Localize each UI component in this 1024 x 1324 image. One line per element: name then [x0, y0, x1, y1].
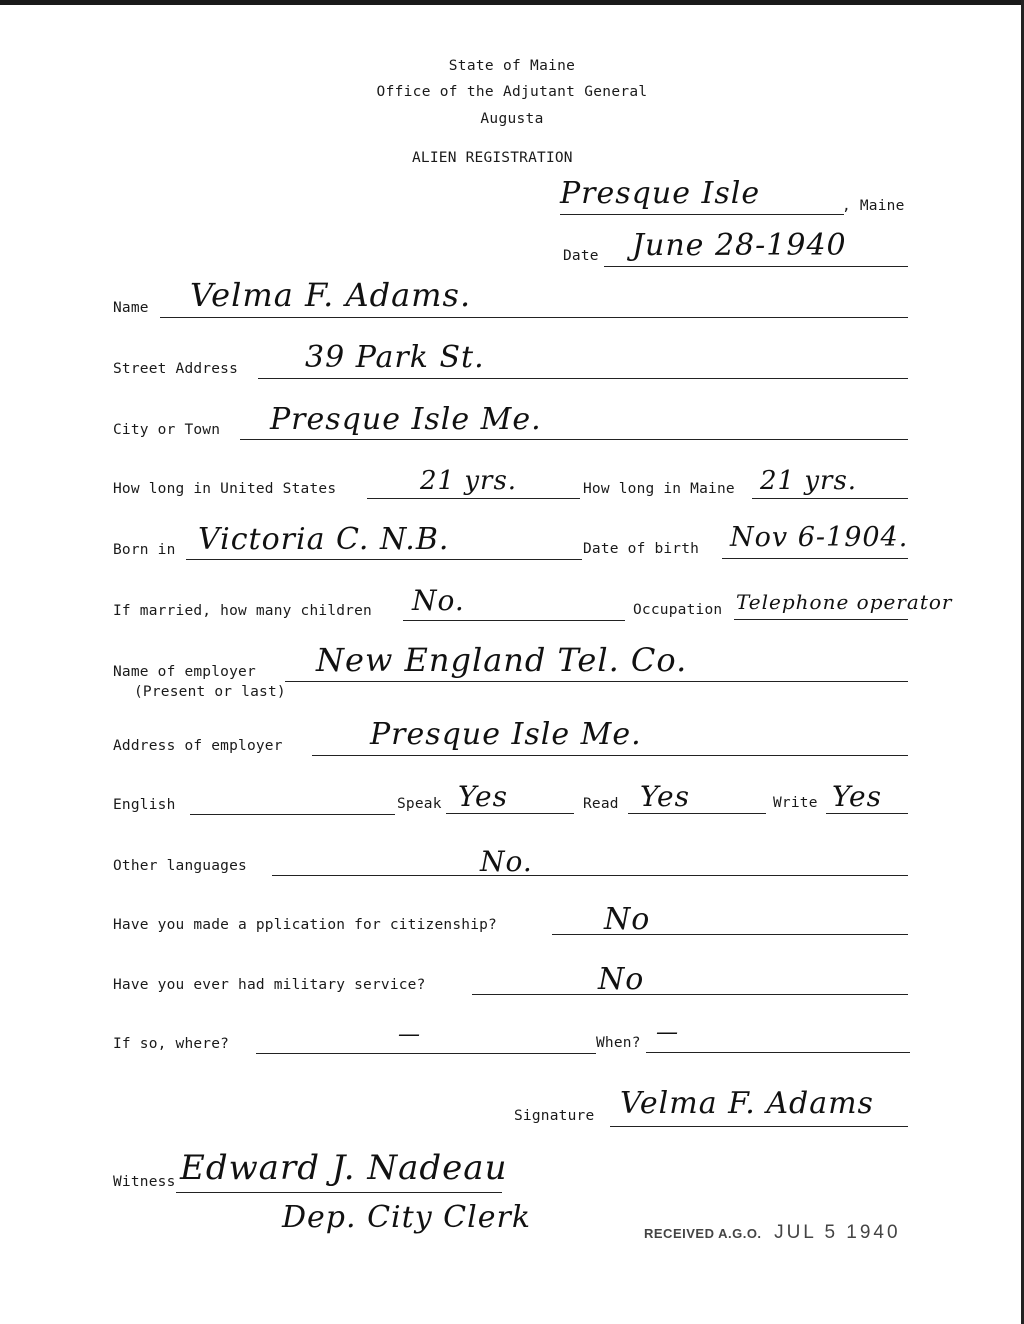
- how-long-maine-label: How long in Maine: [583, 481, 735, 497]
- place-suffix: , Maine: [842, 198, 905, 214]
- place-underline: [560, 214, 844, 215]
- speak-underline: [446, 813, 574, 814]
- where-label: If so, where?: [113, 1036, 230, 1052]
- other-languages-underline: [272, 875, 908, 876]
- english-underline: [190, 814, 395, 815]
- street-address-underline: [258, 378, 908, 379]
- write-label: Write: [773, 795, 818, 811]
- signature-underline: [610, 1126, 908, 1127]
- citizenship-underline: [552, 934, 908, 935]
- place-value: Presque Isle: [560, 176, 761, 211]
- speak-value: Yes: [458, 780, 508, 813]
- other-languages-value: No.: [480, 845, 533, 878]
- when-label: When?: [596, 1035, 641, 1051]
- received-stamp-date: JUL 5 1940: [774, 1222, 901, 1243]
- witness-label: Witness: [113, 1174, 176, 1190]
- english-label: English: [113, 797, 176, 813]
- how-long-us-label: How long in United States: [113, 481, 337, 497]
- city-label: City or Town: [113, 422, 221, 438]
- date-of-birth-label: Date of birth: [583, 541, 700, 557]
- form-title: ALIEN REGISTRATION: [412, 150, 573, 166]
- other-languages-label: Other languages: [113, 858, 247, 874]
- received-stamp-text: RECEIVED A.G.O.: [644, 1226, 762, 1241]
- how-long-us-value: 21 yrs.: [420, 466, 518, 496]
- signature-label: Signature: [514, 1108, 595, 1124]
- employer-address-label: Address of employer: [113, 738, 283, 754]
- name-underline: [160, 317, 908, 318]
- date-underline: [604, 266, 908, 267]
- witness-underline: [176, 1192, 502, 1193]
- where-value: —: [398, 1022, 421, 1047]
- occupation-underline: [734, 619, 908, 620]
- employer-underline: [285, 681, 908, 682]
- read-underline: [628, 813, 766, 814]
- write-value: Yes: [832, 780, 882, 813]
- where-underline: [256, 1053, 596, 1054]
- employer-address-value: Presque Isle Me.: [370, 717, 642, 752]
- witness-title: Dep. City Clerk: [282, 1200, 531, 1235]
- children-underline: [403, 620, 625, 621]
- speak-label: Speak: [397, 796, 442, 812]
- scan-edge-top: [0, 0, 1024, 5]
- date-value: June 28-1940: [632, 228, 847, 263]
- military-underline: [472, 994, 908, 995]
- born-in-label: Born in: [113, 542, 176, 558]
- read-label: Read: [583, 796, 619, 812]
- header-state: State of Maine: [448, 58, 576, 74]
- when-value: —: [656, 1020, 679, 1045]
- date-label: Date: [563, 248, 599, 264]
- military-value: No: [598, 962, 645, 997]
- citizenship-label: Have you made a pplication for citizenship?: [113, 917, 497, 933]
- street-address-label: Street Address: [113, 361, 239, 377]
- when-underline: [646, 1052, 910, 1053]
- occupation-label: Occupation: [633, 602, 723, 618]
- read-value: Yes: [640, 780, 690, 813]
- date-of-birth-value: Nov 6-1904.: [730, 522, 909, 553]
- header-office: Office of the Adjutant General: [376, 84, 648, 100]
- military-label: Have you ever had military service?: [113, 977, 426, 993]
- signature-value: Velma F. Adams: [620, 1086, 874, 1121]
- how-long-maine-value: 21 yrs.: [760, 466, 858, 496]
- name-value: Velma F. Adams.: [190, 276, 472, 314]
- citizenship-value: No: [604, 902, 651, 937]
- received-stamp: [644, 1222, 901, 1244]
- date-of-birth-underline: [722, 558, 908, 559]
- employer-label: Name of employer: [113, 664, 256, 680]
- employer-sublabel: (Present or last): [134, 684, 286, 700]
- header-city: Augusta: [480, 111, 544, 127]
- children-label: If married, how many children: [113, 603, 372, 619]
- how-long-us-underline: [367, 498, 580, 499]
- employer-address-underline: [312, 755, 908, 756]
- born-in-value: Victoria C. N.B.: [198, 522, 450, 557]
- how-long-maine-underline: [752, 498, 908, 499]
- city-underline: [240, 439, 908, 440]
- name-label: Name: [113, 300, 149, 316]
- witness-signature: Edward J. Nadeau: [180, 1148, 508, 1188]
- street-address-value: 39 Park St.: [305, 340, 485, 375]
- born-in-underline: [186, 559, 582, 560]
- employer-value: New England Tel. Co.: [316, 641, 688, 679]
- city-value: Presque Isle Me.: [270, 402, 542, 437]
- write-underline: [826, 813, 908, 814]
- occupation-value: Telephone operator: [736, 590, 953, 614]
- children-value: No.: [412, 584, 465, 617]
